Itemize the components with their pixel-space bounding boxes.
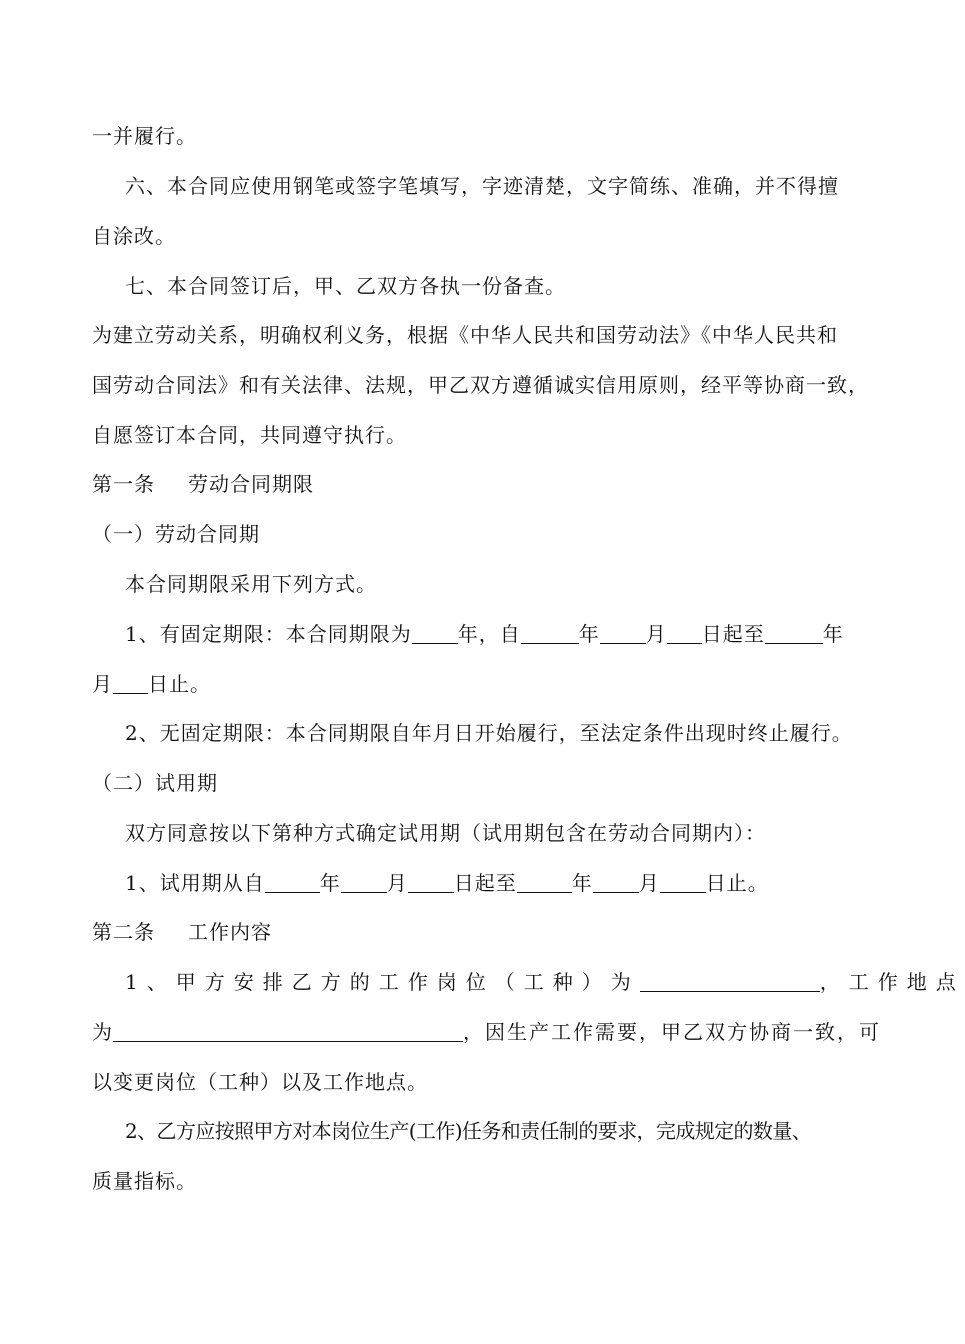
job-position-label: 1、甲方安排乙方的工作岗位（工种）为 xyxy=(125,970,640,994)
job-position-line xyxy=(125,968,965,996)
text-fragment: 日止。 xyxy=(705,871,769,895)
text-line: 以变更岗位（工种）以及工作地点。 xyxy=(92,1070,428,1094)
text-fragment: 日起至 xyxy=(701,622,765,646)
section-heading: （二）试用期 xyxy=(92,771,218,795)
fixed-term-line-1 xyxy=(125,620,844,648)
article-title: 工作内容 xyxy=(188,920,272,944)
duty-line-1: 2、乙方应按照甲方对本岗位生产(工作)任务和责任制的要求，完成规定的数量、 xyxy=(125,1119,812,1143)
text-fragment: 年 xyxy=(319,871,341,895)
clause-seven: 七、本合同签订后，甲、乙双方各执一份备查。 xyxy=(125,274,566,298)
work-location-line xyxy=(92,1018,881,1046)
text-fragment: 月 xyxy=(638,871,660,895)
probation-line xyxy=(125,869,769,897)
start-year-blank[interactable] xyxy=(521,621,579,644)
work-location-label: ，工作地点 xyxy=(819,970,965,994)
open-term-line: 2、无固定期限：本合同期限自年月日开始履行，至法定条件出现时终止履行。 xyxy=(125,721,853,745)
clause-six-line-2: 自涂改。 xyxy=(92,224,176,248)
article-number: 第二条 xyxy=(92,920,155,944)
text-fragment: 年，自 xyxy=(457,622,521,646)
article-one-heading xyxy=(92,470,314,498)
text-fragment: 年 xyxy=(822,622,844,646)
text-line: 一并履行。 xyxy=(92,124,197,148)
preamble-line-3: 自愿签订本合同，共同遵守执行。 xyxy=(92,423,407,447)
clause-six-line-1: 六、本合同应使用钢笔或签字笔填写，字迹清楚，文字简练、准确，并不得擅 xyxy=(125,174,839,198)
end-year-blank[interactable] xyxy=(765,621,823,644)
article-two-heading xyxy=(92,918,272,946)
probation-start-day-blank[interactable] xyxy=(408,870,454,893)
probation-start-month-blank[interactable] xyxy=(341,870,387,893)
start-day-blank[interactable] xyxy=(667,621,702,644)
text-fragment: ，因生产工作需要，甲乙双方协商一致，可 xyxy=(463,1020,881,1044)
work-location-blank[interactable] xyxy=(113,1019,463,1042)
text-fragment: 年 xyxy=(571,871,593,895)
text-fragment: 月 xyxy=(92,672,113,696)
article-title: 劳动合同期限 xyxy=(188,472,314,496)
text-line: 双方同意按以下第种方式确定试用期（试用期包含在劳动合同期内）： xyxy=(125,821,766,845)
probation-end-month-blank[interactable] xyxy=(593,870,639,893)
job-position-blank[interactable] xyxy=(640,969,820,992)
probation-end-day-blank[interactable] xyxy=(660,870,706,893)
probation-end-year-blank[interactable] xyxy=(517,870,572,893)
fixed-term-label: 1、有固定期限：本合同期限为 xyxy=(125,622,412,646)
probation-start-year-blank[interactable] xyxy=(265,870,320,893)
end-month-blank[interactable] xyxy=(113,671,148,694)
preamble-line-1: 为建立劳动关系，明确权利义务，根据《中华人民共和国劳动法》《中华人民共和 xyxy=(92,323,838,347)
text-fragment: 日起至 xyxy=(453,871,517,895)
probation-label: 1、试用期从自 xyxy=(125,871,265,895)
text-fragment: 月 xyxy=(645,622,667,646)
text-line: 本合同期限采用下列方式。 xyxy=(125,572,377,596)
text-fragment: 为 xyxy=(92,1020,113,1044)
text-fragment: 日止。 xyxy=(148,672,211,696)
text-fragment: 年 xyxy=(578,622,600,646)
article-number: 第一条 xyxy=(92,472,155,496)
preamble-line-2: 国劳动合同法》和有关法律、法规，甲乙双方遵循诚实信用原则，经平等协商一致， xyxy=(92,373,869,397)
term-years-blank[interactable] xyxy=(412,621,458,644)
duty-line-2: 质量指标。 xyxy=(92,1169,197,1193)
fixed-term-line-2 xyxy=(92,670,211,698)
section-heading: （一）劳动合同期 xyxy=(92,522,260,546)
start-month-blank[interactable] xyxy=(600,621,646,644)
text-fragment: 月 xyxy=(386,871,408,895)
